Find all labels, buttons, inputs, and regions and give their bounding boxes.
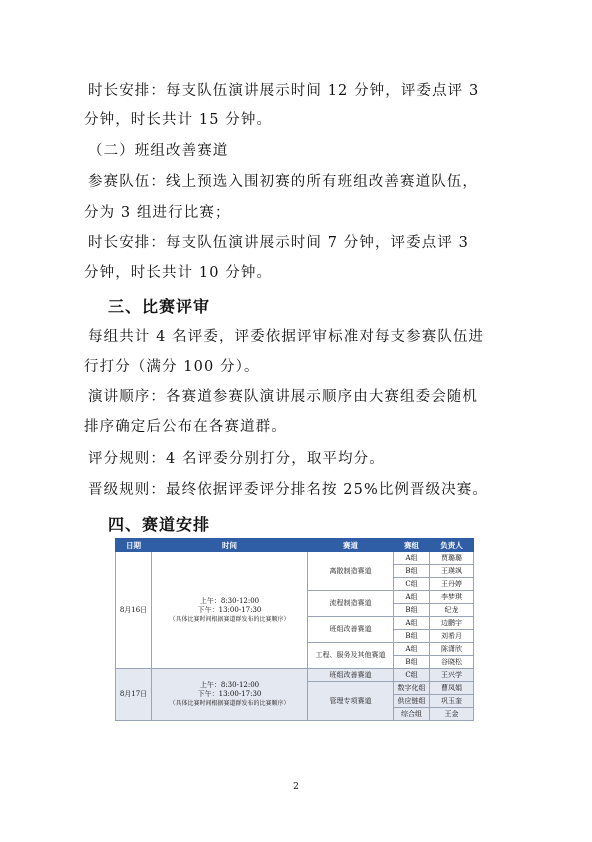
leader-cell: 王瑛飒	[430, 565, 474, 578]
table-row	[116, 669, 474, 682]
leader-cell: 刘希月	[430, 630, 474, 643]
time-afternoon: 下午：13:00-17:30	[197, 605, 262, 614]
time-note: （具体比赛时间根据赛道群发布的比赛顺序）	[169, 615, 290, 623]
group-cell: 数字化组	[394, 682, 430, 695]
leader-cell: 谷晓松	[430, 656, 474, 669]
leader-cell: 李梦琪	[430, 591, 474, 604]
paragraph-line: 时长安排：每支队伍演讲展示时间 7 分钟，评委点评 3	[88, 235, 469, 251]
group-cell: C组	[394, 578, 430, 591]
paragraph-line: 参赛队伍：线上预选入围初赛的所有班组改善赛道队伍，	[88, 174, 478, 190]
date-cell: 8月17日	[116, 669, 152, 721]
leader-cell: 王金	[430, 708, 474, 721]
paragraph-line: 评分规则：4 名评委分别打分，取平均分。	[88, 451, 385, 467]
page-number: 2	[293, 782, 299, 792]
leader-cell: 边鹏宇	[430, 617, 474, 630]
group-cell: B组	[394, 656, 430, 669]
time-morning: 上午：8:30-12:00	[199, 596, 260, 605]
track-cell: 离散制造赛道	[308, 552, 394, 591]
paragraph-line: 分为 3 组进行比赛；	[84, 205, 231, 221]
paragraph-line: 演讲顺序：各赛道参赛队演讲展示顺序由大赛组委会随机	[88, 389, 478, 405]
group-cell: A组	[394, 643, 430, 656]
group-cell: A组	[394, 552, 430, 565]
paragraph-line: 行打分（满分 100 分）。	[84, 359, 260, 375]
date-cell: 8月16日	[116, 552, 152, 669]
paragraph-line: 分钟，时长共计 15 分钟。	[84, 112, 273, 128]
header-time: 时间	[152, 539, 308, 552]
paragraph-line: 排序确定后公布在各赛道群。	[84, 419, 287, 435]
time-afternoon: 下午：13:00-17:30	[197, 690, 262, 698]
track-cell: 班组改善赛道	[308, 669, 394, 682]
time-cell	[152, 552, 308, 669]
paragraph-line: 分钟，时长共计 10 分钟。	[84, 265, 273, 281]
leader-cell: 陈潇欣	[430, 643, 474, 656]
time-note: （具体比赛时间根据赛道群发布的比赛顺序）	[169, 700, 290, 707]
leader-cell: 曹凤娟	[430, 682, 474, 695]
section-heading-review: 三、比赛评审	[108, 297, 211, 316]
section-heading-schedule: 四、赛道安排	[108, 515, 211, 534]
group-cell: B组	[394, 630, 430, 643]
time-morning: 上午：8:30-12:00	[199, 681, 260, 689]
leader-cell: 王兴学	[430, 669, 474, 682]
leader-cell: 纪龙	[430, 604, 474, 617]
table-row	[116, 552, 474, 565]
paragraph-line: 时长安排：每支队伍演讲展示时间 12 分钟，评委点评 3	[88, 83, 480, 99]
group-cell: A组	[394, 591, 430, 604]
group-cell: 供应链组	[394, 695, 430, 708]
track-cell: 管理专项赛道	[308, 682, 394, 721]
track-cell: 流程制造赛道	[308, 591, 394, 617]
track-cell: 工程、服务及其他赛道	[308, 643, 394, 669]
leader-cell: 巩玉奎	[430, 695, 474, 708]
leader-cell: 贾璐璐	[430, 552, 474, 565]
subheading-class-improvement: （二）班组改善赛道	[88, 143, 229, 159]
group-cell: A组	[394, 617, 430, 630]
header-track: 赛道	[308, 539, 394, 552]
time-cell	[152, 669, 308, 721]
group-cell: B组	[394, 604, 430, 617]
header-group: 赛组	[394, 539, 430, 552]
leader-cell: 王丹婷	[430, 578, 474, 591]
group-cell: 综合组	[394, 708, 430, 721]
group-cell: B组	[394, 565, 430, 578]
track-cell: 班组改善赛道	[308, 617, 394, 643]
header-leader: 负责人	[430, 539, 474, 552]
schedule-table	[115, 538, 474, 721]
paragraph-line: 每组共计 4 名评委，评委依据评审标准对每支参赛队伍进	[88, 329, 485, 345]
header-date: 日期	[116, 539, 152, 552]
group-cell: C组	[394, 669, 430, 682]
table-header-row	[116, 539, 474, 552]
paragraph-line: 晋级规则：最终依据评委评分排名按 25%比例晋级决赛。	[88, 482, 489, 498]
